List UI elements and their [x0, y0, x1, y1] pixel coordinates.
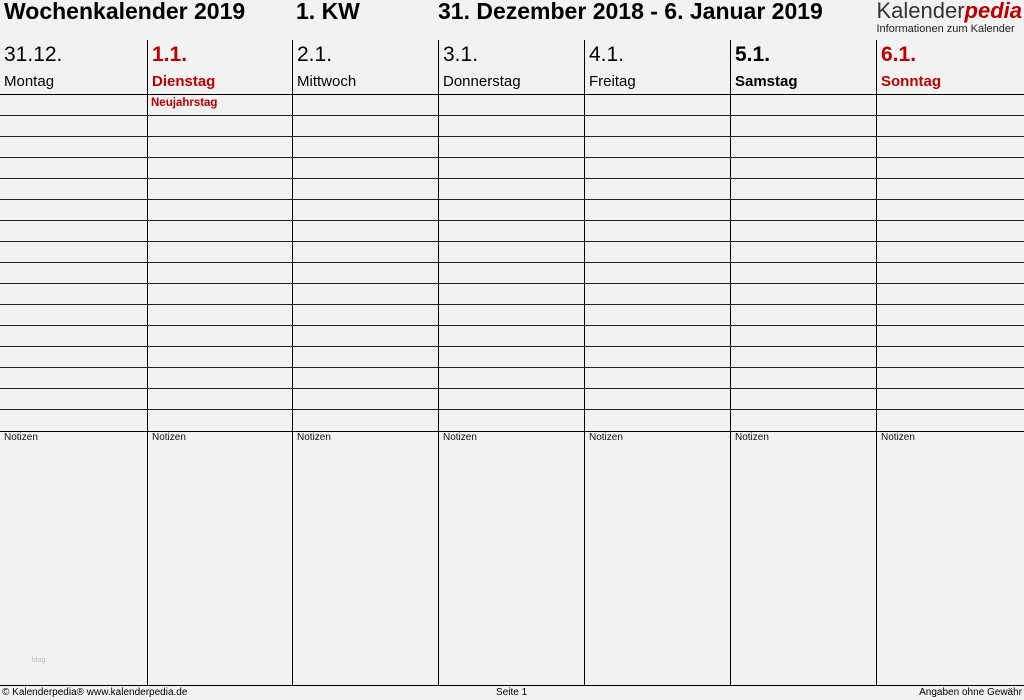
holiday-label: Neujahrstag: [151, 97, 218, 109]
day-date: 31.12.: [4, 43, 63, 66]
time-slot-line: [0, 115, 1024, 116]
day-date: 5.1.: [735, 43, 771, 66]
time-slot-line: [0, 94, 1024, 95]
time-slot-line: [0, 388, 1024, 389]
time-slot-line: [0, 304, 1024, 305]
day-name: Sonntag: [881, 73, 941, 90]
day-date: 2.1.: [297, 43, 333, 66]
day-name: Mittwoch: [297, 73, 357, 90]
watermark-text: blog: [32, 657, 46, 664]
day-date: 4.1.: [589, 43, 625, 66]
notes-label: Notizen: [735, 432, 769, 443]
time-slot-line: [0, 136, 1024, 137]
time-slot-line: [0, 157, 1024, 158]
time-slot-line: [0, 325, 1024, 326]
time-slot-line: [0, 178, 1024, 179]
day-name: Freitag: [589, 73, 636, 90]
day-date: 6.1.: [881, 43, 917, 66]
day-name: Samstag: [735, 73, 798, 90]
footer-copyright: © Kalenderpedia® www.kalenderpedia.de: [2, 687, 188, 698]
time-slot-line: [0, 409, 1024, 410]
logo-subtitle: Informationen zum Kalender: [876, 23, 1015, 35]
time-slot-line: [0, 283, 1024, 284]
notes-label: Notizen: [589, 432, 623, 443]
notes-label: Notizen: [881, 432, 915, 443]
day-date: 3.1.: [443, 43, 479, 66]
day-name: Dienstag: [152, 73, 216, 90]
time-slot-line: [0, 241, 1024, 242]
time-slot-line: [0, 346, 1024, 347]
logo-text-kalender: Kalender: [876, 0, 965, 23]
page-footer: [0, 686, 1024, 700]
week-number: 1. KW: [296, 0, 360, 24]
time-slot-line: [0, 220, 1024, 221]
footer-page-number: Seite 1: [496, 687, 528, 698]
calendar-title: Wochenkalender 2019: [4, 0, 246, 24]
date-range: 31. Dezember 2018 - 6. Januar 2019: [438, 0, 823, 24]
notes-label: Notizen: [152, 432, 186, 443]
kalenderpedia-logo: [876, 0, 1022, 35]
time-slot-line: [0, 262, 1024, 263]
time-slot-line: [0, 367, 1024, 368]
day-name: Donnerstag: [443, 73, 521, 90]
week-grid: [0, 40, 1024, 686]
day-name: Montag: [4, 73, 55, 90]
logo-text-pedia: pedia: [964, 0, 1022, 23]
calendar-header: [0, 0, 1024, 40]
footer-disclaimer: Angaben ohne Gewähr: [919, 687, 1022, 698]
notes-label: Notizen: [443, 432, 477, 443]
notes-label: Notizen: [297, 432, 331, 443]
day-date: 1.1.: [152, 43, 188, 66]
notes-divider-line: [0, 431, 1024, 432]
time-slot-line: [0, 199, 1024, 200]
notes-label: Notizen: [4, 432, 38, 443]
